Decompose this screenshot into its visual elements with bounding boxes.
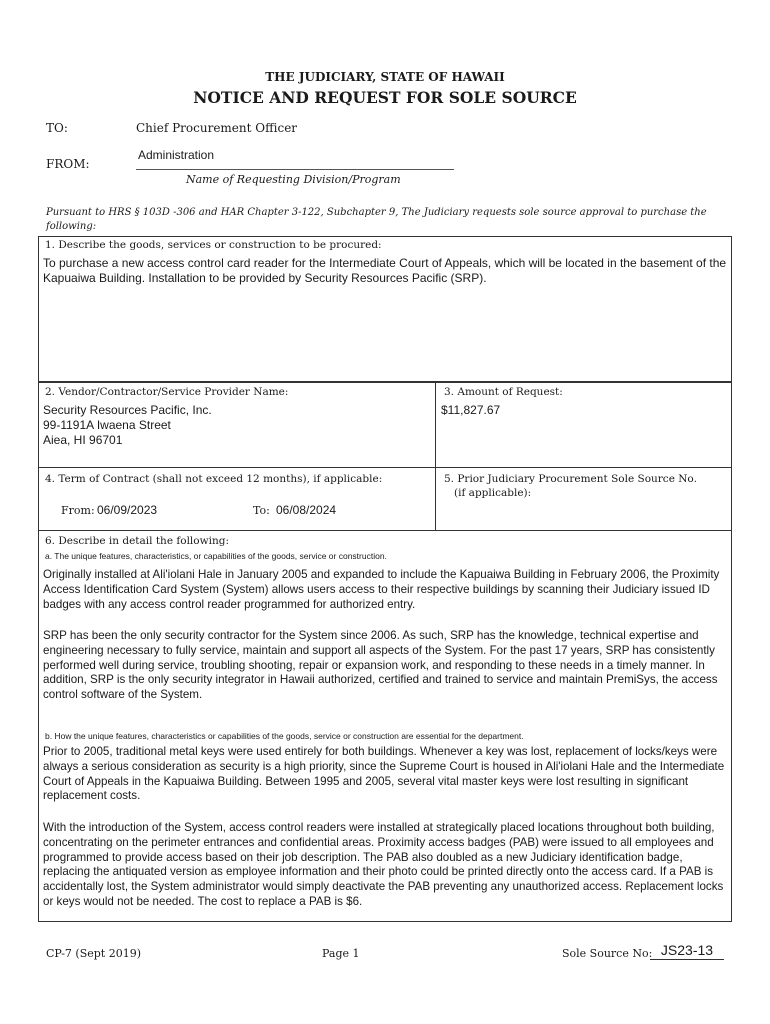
header-agency: THE JUDICIARY, STATE OF HAWAII	[265, 70, 505, 84]
section-6a-paragraph-2[interactable]: SRP has been the only security contractor for the System since 2006. As such, SRP has the knowledge, technical expertise and engineering necessary to fully service, maintain and support all aspects of the System. For the past 17 years, SRP has consistently performed well during service, troubling shooting, repair or expansion work, and responding to these needs in a timely manner. In addition, SRP is the only security integrator in Hawaii authorized, certified and trained to service and maintain PremiSys, the access control software of the System.	[43, 629, 718, 702]
sole-source-label: Sole Source No:	[562, 947, 653, 960]
section-6-label: 6. Describe in detail the following:	[45, 535, 229, 547]
form-number: CP-7 (Sept 2019)	[46, 947, 142, 960]
from-underline	[136, 169, 454, 170]
section-6a-label: a. The unique features, characteristics, or capabilities of the goods, service or construction.	[45, 551, 387, 561]
to-label: TO:	[46, 121, 68, 135]
term-to-label: To:	[253, 504, 270, 517]
sole-source-number-field[interactable]: JS23-13	[650, 942, 724, 960]
section-6a-paragraph-1[interactable]: Originally installed at Ali'iolani Hale in January 2005 and expanded to include the Kapuaiwa Building in February 2006, the Proximity Access Identification Card System (System) allows users access to their respective buildings by scanning their Judiciary issued ID badges with any access control reader programmed for authorized entry.	[43, 568, 720, 611]
section-5-label: 5. Prior Judiciary Procurement Sole Source No.	[444, 473, 697, 485]
section-5-sublabel: (if applicable):	[454, 487, 532, 499]
section-6b-paragraph-2[interactable]: With the introduction of the System, access control readers were installed at strategically placed locations throughout both building, concentrating on the perimeter entrances and confidential areas. Proximity access badges (PAB) were issued to all employees and programmed to provide access based on their job description. The PAB also doubled as a new Judiciary identification badge, replacing the antiquated version as employee information and their photo could be printed directly onto the access card. If a PAB is accidentally lost, the System administrator would simply deactivate the PAB preventing any unauthorized access. Replacement locks or keys would not be needed. The cost to replace a PAB is $6.	[43, 821, 724, 908]
section-6-box	[38, 530, 732, 922]
section-1-label: 1. Describe the goods, services or construction to be procured:	[45, 239, 382, 251]
page-number: Page 1	[322, 947, 360, 960]
section-1-field[interactable]: To purchase a new access control card reader for the Intermediate Court of Appeals, which will be located in the basement of the Kapuaiwa Building. Installation to be provided by Security Resources Pacific (SRP).	[43, 256, 727, 285]
section-4-box	[38, 467, 436, 531]
section-4-label: 4. Term of Contract (shall not exceed 12 months), if applicable:	[45, 473, 383, 485]
section-3-box	[435, 382, 732, 468]
section-5-box	[435, 467, 732, 531]
pursuant-statement: Pursuant to HRS § 103D -306 and HAR Chapter 3-122, Subchapter 9, The Judiciary requests sole source approval to purchase the following:	[46, 207, 707, 232]
to-value: Chief Procurement Officer	[136, 121, 298, 135]
from-label: FROM:	[46, 157, 90, 171]
vendor-name-field[interactable]: Security Resources Pacific, Inc.	[43, 403, 212, 417]
term-from-label: From:	[61, 504, 95, 517]
section-2-box	[38, 382, 436, 468]
vendor-address-field[interactable]: 99-1191A Iwaena Street	[43, 418, 171, 432]
term-to-field[interactable]: 06/08/2024	[276, 503, 337, 517]
vendor-city-field[interactable]: Aiea, HI 96701	[43, 433, 123, 447]
section-6b-label: b. How the unique features, characteristics or capabilities of the goods, service or construction are essential for the department.	[45, 731, 524, 741]
section-2-label: 2. Vendor/Contractor/Service Provider Name:	[45, 386, 289, 398]
amount-field[interactable]: $11,827.67	[441, 403, 501, 417]
page-title: NOTICE AND REQUEST FOR SOLE SOURCE	[193, 88, 577, 107]
term-from-field[interactable]: 06/09/2023	[97, 503, 158, 517]
from-field[interactable]: Administration	[138, 148, 215, 162]
section-3-label: 3. Amount of Request:	[444, 386, 563, 398]
section-6b-paragraph-1[interactable]: Prior to 2005, traditional metal keys were used entirely for both buildings. Whenever a key was lost, replacement of locks/keys were always a serious consideration as security is a high priority, since the Supreme Court is housed in Ali'iolani Hale and the Intermediate Court of Appeals in the Kapuaiwa Building. Between 1995 and 2005, several vital master keys were lost resulting in significant replacement costs.	[43, 745, 725, 803]
from-caption: Name of Requesting Division/Program	[186, 173, 401, 186]
section-1-box	[38, 236, 732, 382]
